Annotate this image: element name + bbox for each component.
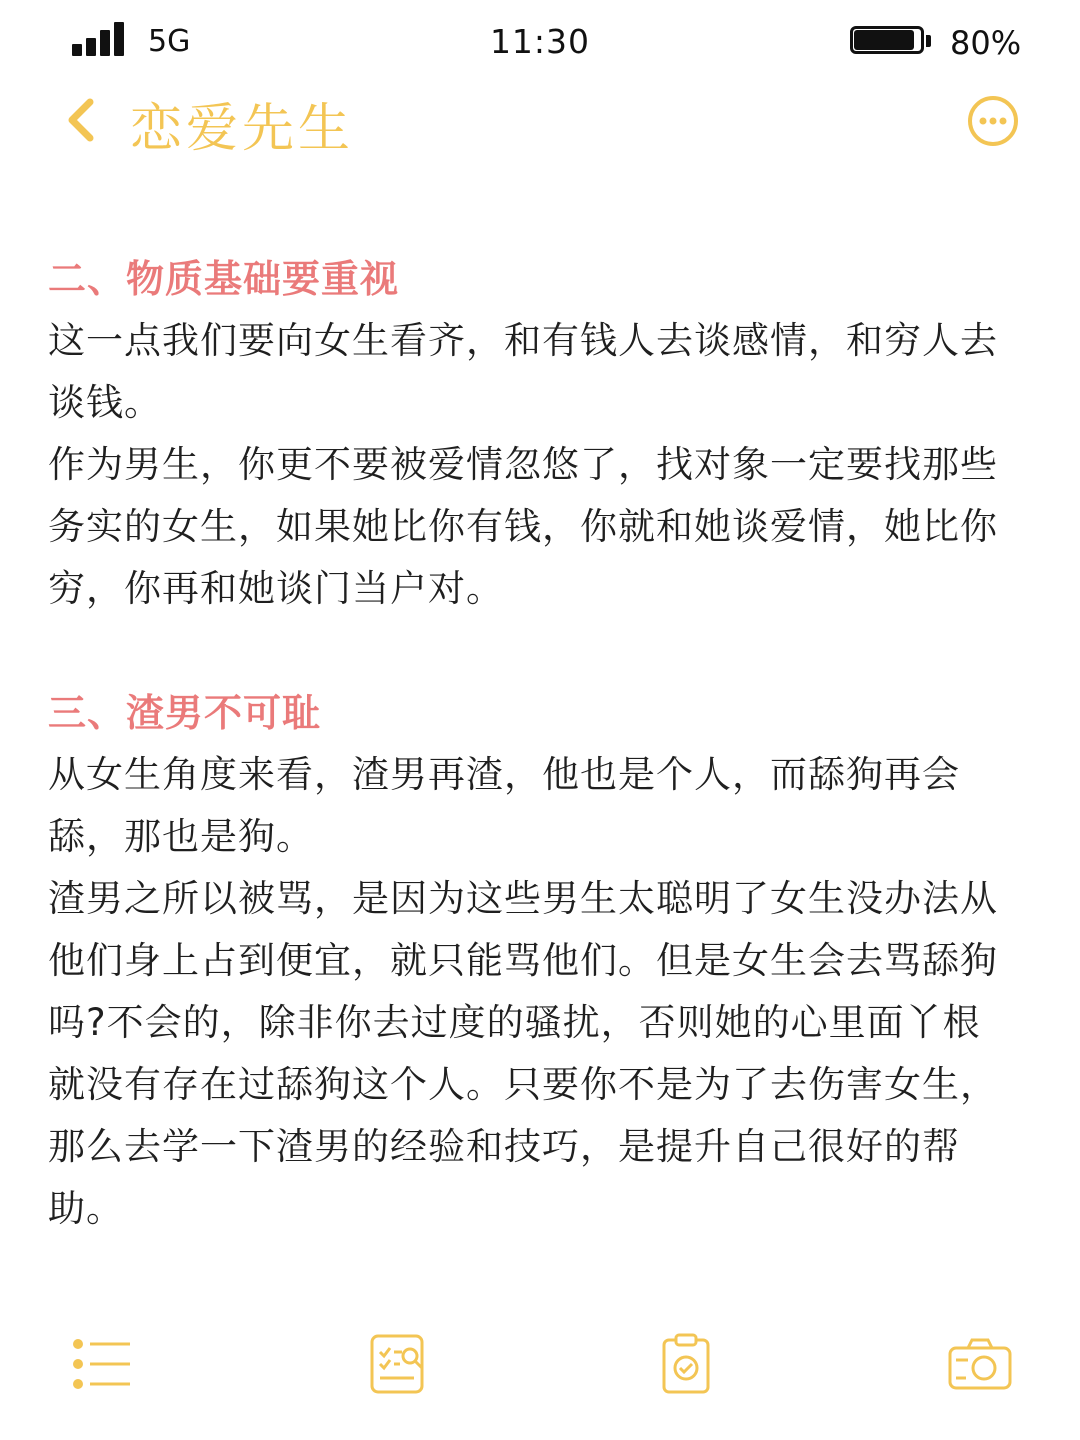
battery-icon (850, 26, 930, 58)
clipboard-check-icon (654, 1332, 718, 1396)
paragraph-line: 从女生角度来看，渣男再渣，他也是个人，而舔狗再会 (48, 753, 960, 796)
chevron-left-icon (56, 92, 112, 148)
network-type: 5G (148, 24, 191, 59)
section-3-title: 三、渣男不可耻 (48, 691, 322, 735)
clipboard-button[interactable] (654, 1332, 718, 1396)
paragraph-line: 那么去学一下渣男的经验和技巧，是提升自己很好的帮 (48, 1125, 960, 1168)
section-2-title: 二、物质基础要重视 (48, 257, 400, 301)
list-button[interactable] (70, 1332, 134, 1396)
paragraph-line: 就没有存在过舔狗这个人。只要你不是为了去伤害女生， (48, 1063, 998, 1106)
page-title: 恋爱先生 (130, 99, 355, 159)
status-bar (0, 0, 1080, 80)
paragraph-line: 穷，你再和她谈门当户对。 (48, 567, 504, 610)
camera-icon (948, 1332, 1012, 1396)
paragraph-line: 谈钱。 (48, 381, 162, 424)
more-button[interactable] (966, 94, 1020, 148)
back-button[interactable] (56, 92, 112, 148)
paragraph-line: 这一点我们要向女生看齐，和有钱人去谈感情，和穷人去 (48, 319, 998, 362)
note-content[interactable] (48, 248, 1033, 1240)
paragraph-line: 吗?不会的，除非你去过度的骚扰，否则她的心里面丫根 (48, 1001, 981, 1044)
more-icon (966, 94, 1020, 148)
paragraph-line: 务实的女生，如果她比你有钱，你就和她谈爱情，她比你 (48, 505, 998, 548)
checklist-icon (366, 1332, 430, 1396)
paragraph-line: 渣男之所以被骂，是因为这些男生太聪明了女生没办法从 (48, 877, 998, 920)
battery-percent: 80% (950, 24, 1022, 62)
paragraph-line: 作为男生，你更不要被爱情忽悠了，找对象一定要找那些 (48, 443, 998, 486)
list-icon (70, 1332, 134, 1396)
paragraph-line: 助。 (48, 1187, 124, 1230)
checklist-button[interactable] (366, 1332, 430, 1396)
paragraph-line: 舔，那也是狗。 (48, 815, 314, 858)
paragraph-line: 他们身上占到便宜，就只能骂他们。但是女生会去骂舔狗 (48, 939, 998, 982)
camera-button[interactable] (948, 1332, 1012, 1396)
status-time: 11:30 (489, 22, 591, 61)
section-spacer (48, 620, 1033, 682)
